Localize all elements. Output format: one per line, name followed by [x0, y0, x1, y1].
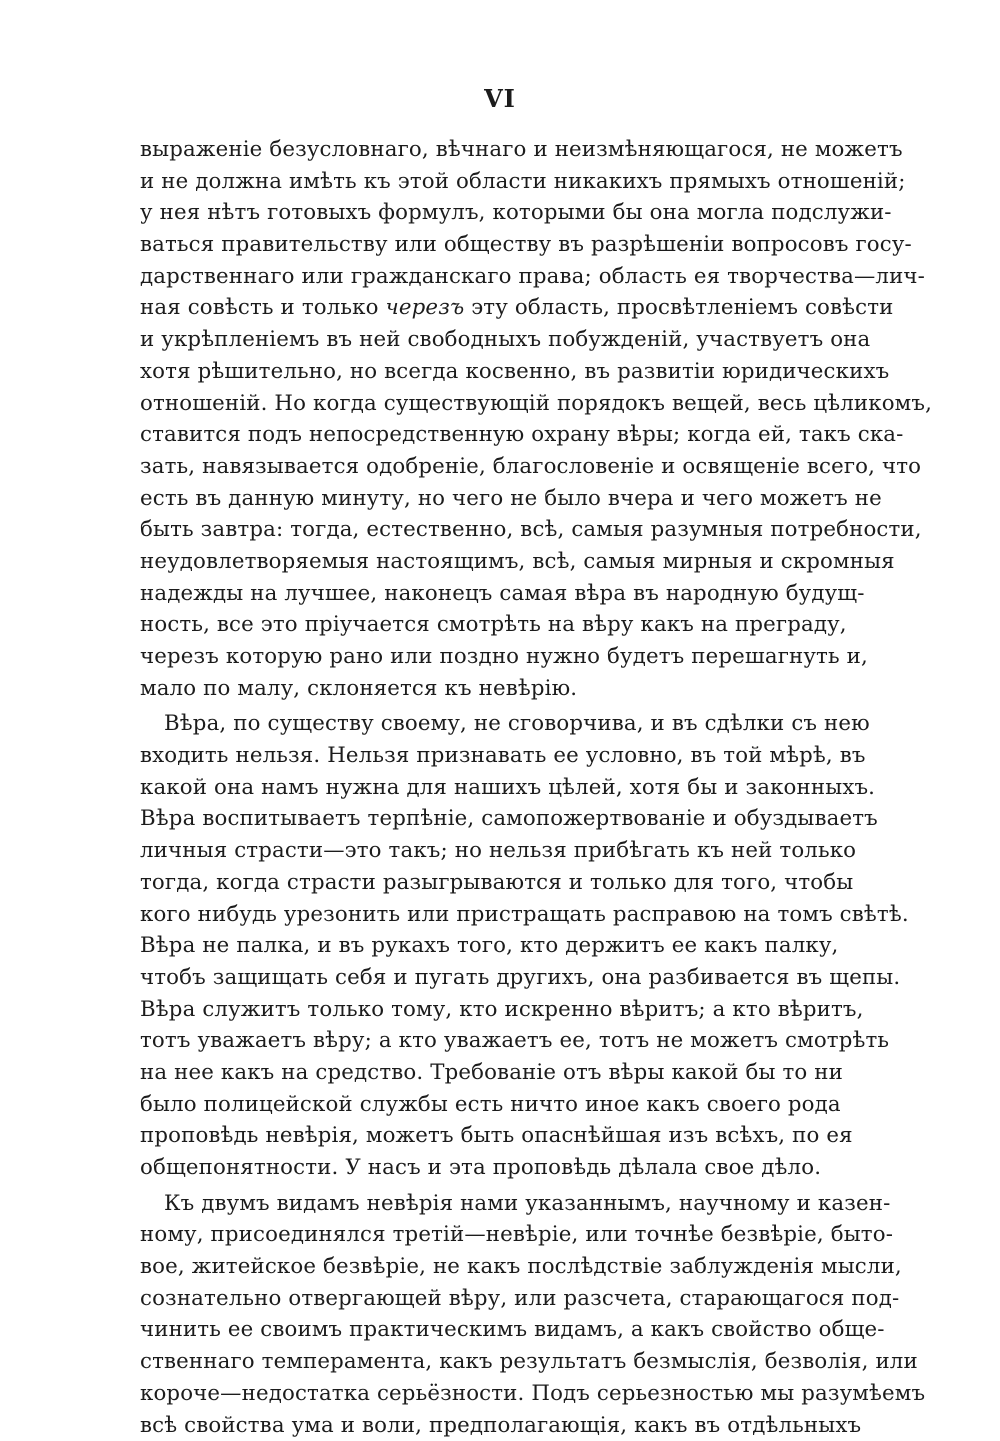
text-line: какой она намъ нужна для нашихъ цѣлей, хотя бы и законныхъ. — [140, 772, 816, 804]
text-line: ваться правительству или обществу въ разрѣшеніи вопросовъ госу- — [140, 229, 816, 261]
text-line: Вѣра служитъ только тому, кто искренно вѣритъ; а кто вѣритъ, — [140, 994, 816, 1026]
text-line: быть завтра: тогда, естественно, всѣ, самыя разумныя потребности, — [140, 514, 816, 546]
text-line: ному, присоединялся третій—невѣріе, или точнѣе безвѣріе, быто- — [140, 1219, 816, 1251]
text-line: кого нибудь урезонить или пристращать расправою на томъ свѣтѣ. — [140, 899, 816, 931]
text-line: Вѣра не палка, и въ рукахъ того, кто держитъ ее какъ палку, — [140, 930, 816, 962]
text-line: отношеній. Но когда существующій порядокъ вещей, весь цѣликомъ, — [140, 388, 816, 420]
text-line: было полицейской службы есть ничто иное какъ своего рода — [140, 1089, 816, 1121]
text-line: Вѣра воспитываетъ терпѣніе, самопожертвованіе и обуздываетъ — [140, 803, 816, 835]
text-fragment: ная совѣсть и только — [140, 295, 386, 320]
text-line: есть въ данную минуту, но чего не было вчера и чего можетъ не — [140, 483, 816, 515]
paragraph-1 — [140, 134, 816, 704]
text-line: ность, все это пріучается смотрѣть на вѣру какъ на преграду, — [140, 609, 816, 641]
text-line: на нее какъ на средство. Требованіе отъ вѣры какой бы то ни — [140, 1057, 816, 1089]
text-line: короче—недостатка серьёзности. Подъ серьезностью мы разумѣемъ — [140, 1378, 816, 1410]
text-line: черезъ которую рано или поздно нужно будетъ перешагнуть и, — [140, 641, 816, 673]
text-line: тотъ уважаетъ вѣру; а кто уважаетъ ее, тотъ не можетъ смотрѣть — [140, 1025, 816, 1057]
text-line: выраженіе безусловнаго, вѣчнаго и неизмѣняющагося, не можетъ — [140, 134, 816, 166]
text-line: Вѣра, по существу своему, не сговорчива, и въ сдѣлки съ нею — [140, 708, 816, 740]
text-fragment: эту область, просвѣтленіемъ совѣсти — [464, 295, 893, 320]
text-line: у нея нѣтъ готовыхъ формулъ, которыми бы она могла подслужи- — [140, 197, 816, 229]
paragraph-2 — [140, 708, 816, 1183]
text-line: проповѣдь невѣрія, можетъ быть опаснѣйшая изъ всѣхъ, по ея — [140, 1120, 816, 1152]
text-line: чинить ее своимъ практическимъ видамъ, а какъ свойство обще- — [140, 1314, 816, 1346]
text-line: Къ двумъ видамъ невѣрія нами указаннымъ, научному и казен- — [140, 1188, 816, 1220]
text-line: личныя страсти—это такъ; но нельзя прибѣгать къ ней только — [140, 835, 816, 867]
body-text — [140, 134, 816, 1441]
text-line: всѣ свойства ума и воли, предполагающія, какъ въ отдѣльныхъ — [140, 1410, 816, 1441]
text-line: входить нельзя. Нельзя признавать ее условно, въ той мѣрѣ, въ — [140, 740, 816, 772]
text-line: чтобъ защищать себя и пугать другихъ, она разбивается въ щепы. — [140, 962, 816, 994]
text-line: ставится подъ непосредственную охрану вѣры; когда ей, такъ ска- — [140, 419, 816, 451]
page-number: VI — [0, 84, 1000, 113]
text-line-with-emphasis — [140, 292, 816, 324]
text-line: зать, навязывается одобреніе, благословеніе и освященіе всего, что — [140, 451, 816, 483]
text-line: ственнаго темперамента, какъ результатъ безмыслія, безволія, или — [140, 1346, 816, 1378]
text-line: общепонятности. У насъ и эта проповѣдь дѣлала свое дѣло. — [140, 1152, 816, 1184]
paragraph-3 — [140, 1188, 816, 1441]
text-line: дарственнаго или гражданскаго права; область ея творчества—лич- — [140, 261, 816, 293]
text-line: тогда, когда страсти разыгрываются и только для того, чтобы — [140, 867, 816, 899]
text-line: надежды на лучшее, наконецъ самая вѣра въ народную будущ- — [140, 578, 816, 610]
text-line: и укрѣпленіемъ въ ней свободныхъ побужденій, участвуетъ она — [140, 324, 816, 356]
text-line: мало по малу, склоняется къ невѣрію. — [140, 673, 816, 705]
text-line: хотя рѣшительно, но всегда косвенно, въ развитіи юридическихъ — [140, 356, 816, 388]
text-line: сознательно отвергающей вѣру, или разсчета, старающагося под- — [140, 1283, 816, 1315]
text-line: вое, житейское безвѣріе, не какъ послѣдствіе заблужденія мысли, — [140, 1251, 816, 1283]
text-line: и не должна имѣть къ этой области никакихъ прямыхъ отношеній; — [140, 166, 816, 198]
text-line: неудовлетворяемыя настоящимъ, всѣ, самыя мирныя и скромныя — [140, 546, 816, 578]
emphasized-word: черезъ — [386, 295, 465, 320]
